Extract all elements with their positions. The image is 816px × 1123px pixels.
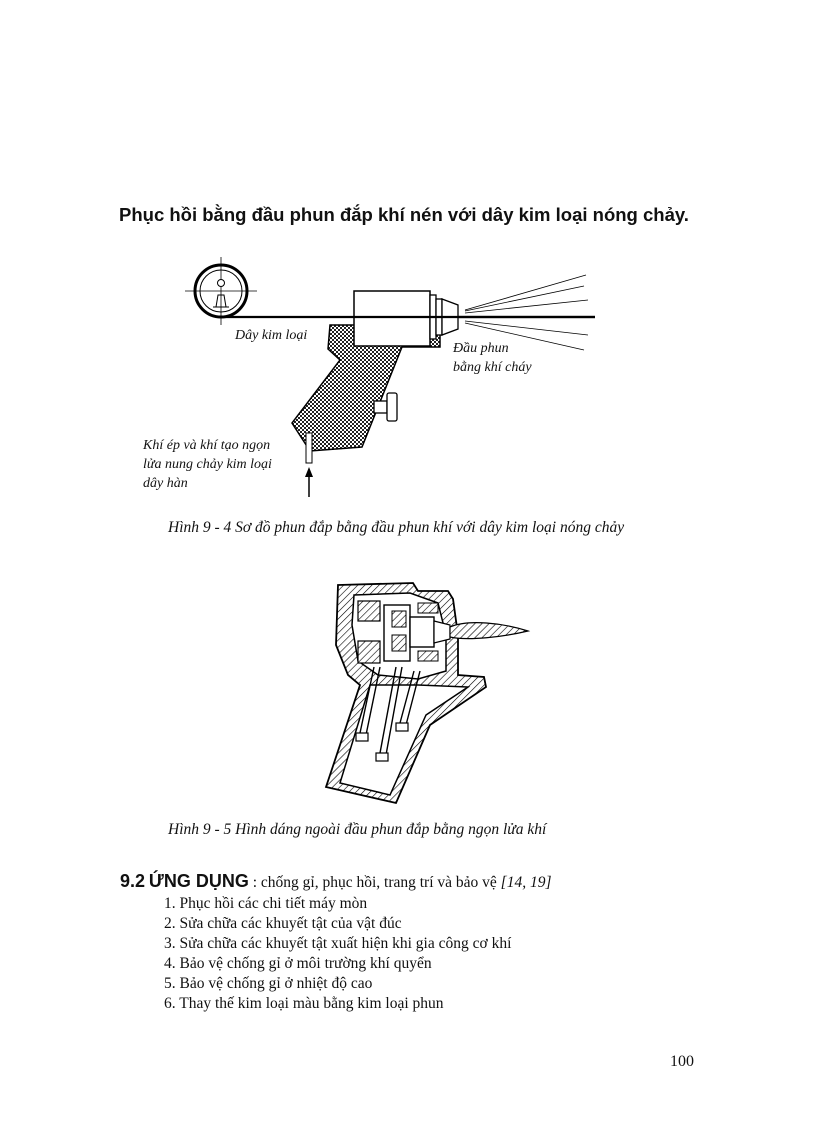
section-heading: Phục hồi bằng đầu phun đắp khí nén với dây kim loại nóng chảy. (119, 204, 689, 225)
applications-list (164, 894, 511, 1014)
gas-label-line2: lửa nung chảy kim loại (143, 457, 272, 472)
section-number: 9.2 (120, 871, 146, 891)
figure-9-4-caption: Hình 9 - 4 Sơ đồ phun đắp bằng đầu phun khí với dây kim loại nóng chảy (168, 519, 625, 536)
section-refs: [14, 19] (500, 874, 552, 891)
page-number: 100 (670, 1053, 694, 1070)
section-9-2 (120, 871, 552, 892)
wire-spool (185, 257, 257, 325)
section-intro: : chống gỉ, phục hồi, trang trí và bảo vệ (248, 874, 501, 891)
section-title: ỨNG DỤNG (148, 871, 249, 891)
list-item: 5. Bảo vệ chống gỉ ở nhiệt độ cao (164, 975, 373, 992)
nozzle-label-line1: Đầu phun (453, 341, 509, 356)
figure-9-5-diagram (318, 575, 538, 815)
list-item: 6. Thay thế kim loại màu bằng kim loại phun (164, 995, 444, 1012)
list-item: 4. Bảo vệ chống gỉ ở môi trường khí quyển (164, 955, 432, 972)
figure-9-5-caption: Hình 9 - 5 Hình dáng ngoài đầu phun đắp bằng ngọn lửa khí (168, 821, 547, 838)
gun-body (354, 291, 430, 346)
gas-label-line1: Khí ép và khí tạo ngọn (143, 438, 271, 453)
nozzle-tip (434, 621, 450, 643)
nozzle-label-line2: bằng khí cháy (453, 360, 532, 375)
wire-label: Dây kim loại (235, 328, 308, 343)
flame (450, 623, 528, 639)
list-item: 2. Sửa chữa các khuyết tật của vật đúc (164, 915, 402, 932)
list-item: 1. Phục hồi các chi tiết máy mòn (164, 895, 368, 912)
gas-label-line3: dây hàn (143, 476, 188, 491)
list-item: 3. Sửa chữa các khuyết tật xuất hiện khi gia công cơ khí (164, 935, 512, 952)
